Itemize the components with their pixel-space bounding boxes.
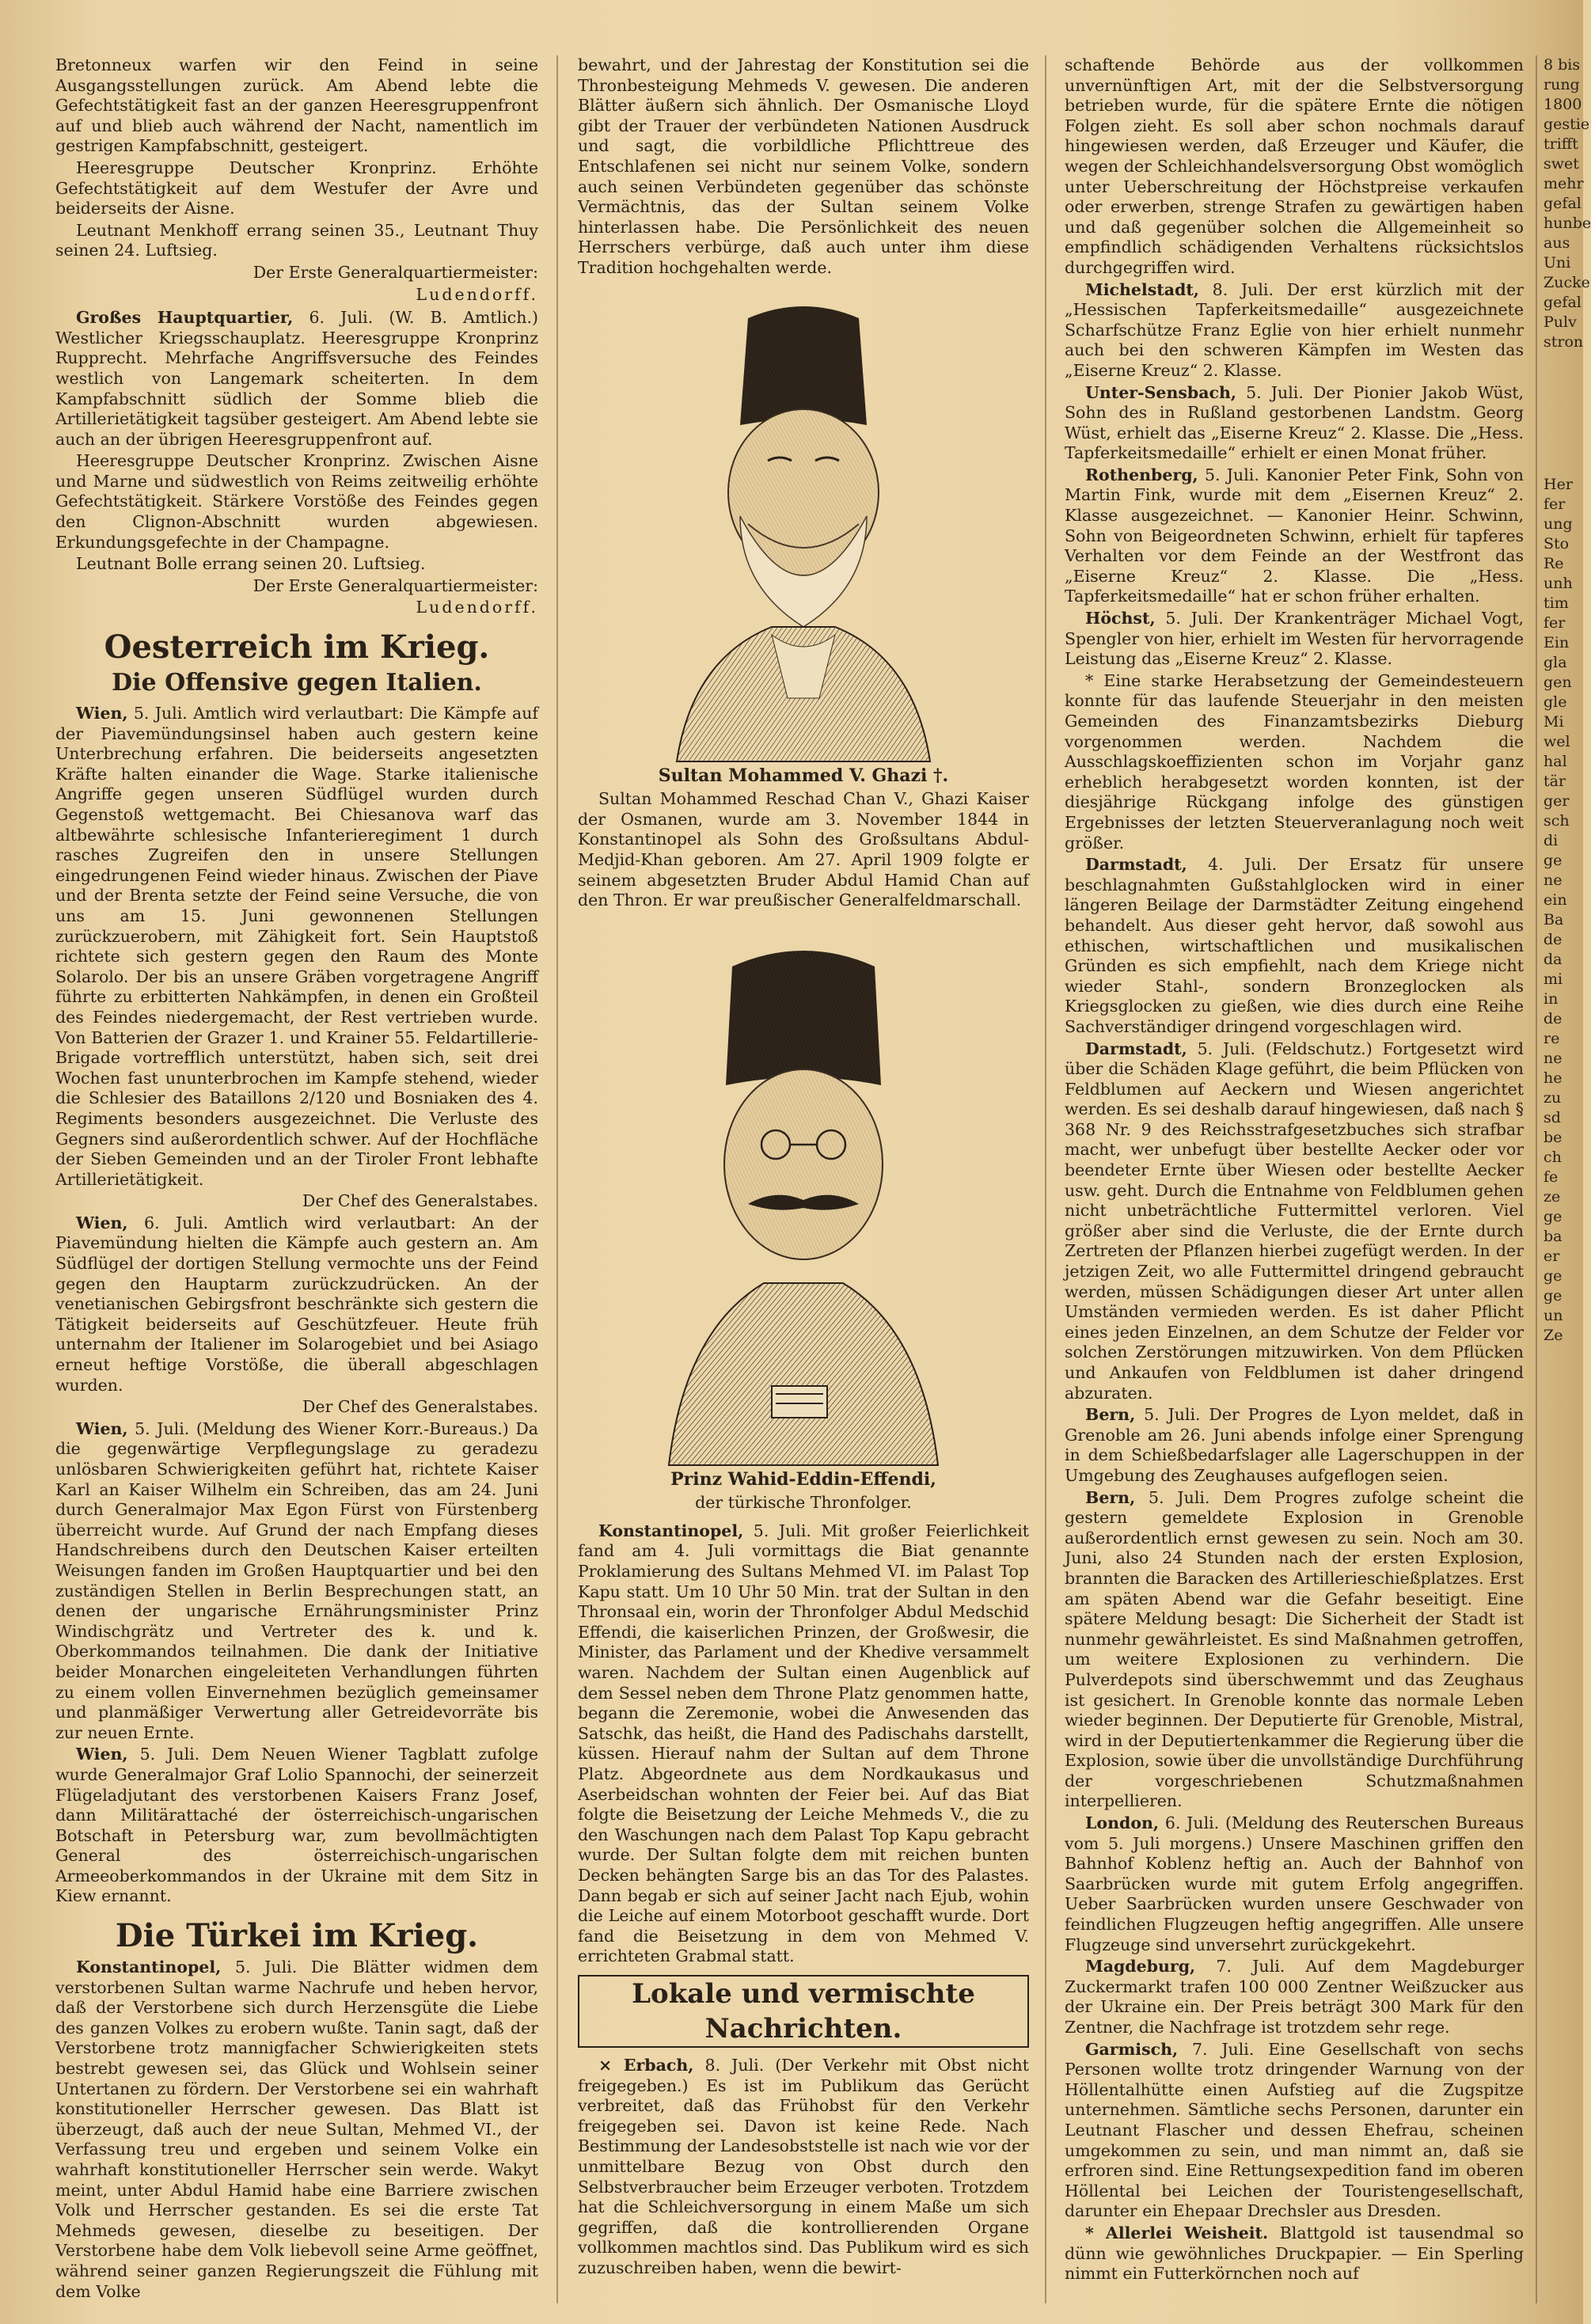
article-text: 5. Juli. (Meldung des Wiener Korr.-Bureaus.) Da die gegenwärtige Verpflegungslage zu geradezu unlösbaren Schwierigkeiten geführt hat, richtete Kaiser Karl an Kaiser Wilhelm ein Schreiben, das am 24. Juni durch Generalmajor Max Egon Fürst von Fürstenberg überreicht wurde. Auf Grund der nach Empfang dieses Handschreibens durch den Deutschen Kaiser erteilten Weisungen fanden im Großen Hauptquartier und bei den zuständigen Stellen in Berlin Besprechungen statt, an denen der ungarische Ernährungsminister Prinz Windischgrätz und Vertreter des k. und k. Oberkommandos teilnahmen. Die dank der Initiative beider Monarchen eingeleiteten Verhandlungen führten zu einem vollen Einvernehmen bezüglich gemeinsamer und planmäßiger Verwertung aller Getreidevorräte bis zur neuen Ernte. [55, 1418, 538, 1742]
article-text: Blattgold ist tausendmal so dünn wie gewöhnliches Druckpapier. — Ein Sperling nimmt ein Futterkörnchen noch auf [1065, 2223, 1524, 2284]
column-1 [55, 55, 538, 2311]
article-text: 5. Juli. Dem Progres zufolge scheint die gestern gemeldete Explosion in Grenoble außerordentlich ernst gewesen zu sein. Noch am 30. Juni, also 24 Stunden nach der ersten Explosion, brannten die Baracken des Artillerieschießplatzes. Erst am späten Abend war die Gefahr beseitigt. Eine spätere Meldung besagt: Die Sicherheit der Stadt ist nunmehr gewährleistet. Es sind Maßnahmen getroffen, um weitere Explosionen zu verhindern. Die Pulverdepots sind überschwemmt und das Zeughaus ist gesichert. In Grenoble konnte das normale Leben wieder beginnen. Der Deputierte für Grenoble, Mistral, wird in der Deputiertenkammer die Regierung über die Explosion, sowie über die unvollständige Durchführung der vorgeschriebenen Schutzmaßnahmen interpellieren. [1065, 1487, 1524, 1811]
column-rule [1536, 55, 1537, 2303]
article-text: 6. Juli. Amtlich wird verlautbart: An der Piavemündung hielten die Kämpfe auch gestern an. Am Südflügel der dortigen Stellung vermochte uns der Feind gegen den Hauptarm zurückzudrücken. An der venetianischen Gebirgsfront beschränkte sich gestern die Tätigkeit beiderseits auf Geschützfeuer. Heute früh unternahm der Italiener im Solarogebiet und bei Asiago erneut heftige Vorstöße, die überall abgeschlagen wurden. [55, 1213, 538, 1395]
cutoff-line: he [1544, 1069, 1563, 1087]
cutoff-line: da [1544, 951, 1563, 968]
cutoff-line: ge [1544, 1208, 1563, 1225]
cutoff-line: mehr [1544, 175, 1584, 192]
dateline: Magdeburg, [1085, 1957, 1196, 1977]
cutoff-line: ne [1544, 1050, 1563, 1067]
portrait-caption: Prinz Wahid-Eddin-Effendi, [670, 1468, 936, 1490]
cutoff-line: ch [1544, 1149, 1562, 1166]
dateline: Großes Hauptquartier, [76, 308, 294, 328]
cutoff-line: fer [1544, 614, 1566, 632]
dateline: Wien, [76, 1213, 128, 1232]
cutoff-line: ein [1544, 891, 1567, 909]
dateline: Höchst, [1085, 609, 1156, 628]
cutoff-line: hal [1544, 753, 1567, 770]
cutoff-line: de [1544, 1010, 1563, 1027]
cutoff-line: ung [1544, 515, 1573, 533]
dateline: Garmisch, [1085, 2039, 1179, 2059]
article-text: 8. Juli. Der erst kürzlich mit der „Hessischen Tapferkeitsmedaille“ ausgezeichnete Scharfschütze Franz Eglie von hier erhielt nunmehr auch bei den schweren Kämpfen im Westen das „Eiserne Kreuz“ 2. Klasse. [1065, 279, 1524, 380]
cutoff-line: ge [1544, 1287, 1563, 1304]
article-text: 5. Juli. (Feldschutz.) Fortgesetzt wird über die Schäden Klage geführt, die beim Pflücken von Feldblumen auf Aeckern und Wiesen angerichtet werden. Es sei deshalb darauf hingewiesen, daß nach § 368 Nr. 9 des Reichsstrafgesetzbuches sich strafbar macht, wer unbefugt über bestellte Aecker oder vor beendeter Ernte über Wiesen oder bestellte Aecker usw. geht. Durch die Entnahme von Feldblumen gehen nicht unbeträchtliche Futtermittel verloren. Viel größer aber sind die Verluste, die der Ernte durch Zertreten der Pflanzen hierbei zugefügt werden. In der jetzigen Zeit, wo alle Futtermittel dringend gebraucht werden, müssen Schädigungen dieser Art unter allen Umständen vermieden werden. Es ist daher Pflicht eines jeden Einzelnen, an dem Schutze der Felder vor solchen Zerstörungen mitzuwirken. Von dem Pflücken und Ankaufen von Feldblumen ist daher dringend abzuraten. [1065, 1039, 1524, 1403]
cutoff-line: Re [1544, 555, 1564, 572]
cutoff-line: ger [1544, 792, 1570, 810]
dateline: Unter-Sensbach, [1085, 382, 1237, 402]
portrait-caption-sub: der türkische Thronfolger. [695, 1493, 912, 1513]
cutoff-line: sd [1544, 1109, 1561, 1126]
cutoff-line: tim [1544, 594, 1569, 612]
cutoff-line: gefal [1544, 195, 1582, 212]
cutoff-line: ba [1544, 1228, 1563, 1245]
article-text: 5. Juli. Mit großer Feierlichkeit fand am 4. Juli vormittags die Biat genannte Proklamierung des Sultans Mehmed VI. im Palast Top Kapu statt. Um 10 Uhr 50 Min. trat der Sultan in den Thronsaal ein, worin der Thronfolger Abdul Medschid Effendi, die kaiserlichen Prinzen, der Großwesir, die Minister, das Parlament und der Khedive versammelt waren. Nachdem der Sultan einen Augenblick auf dem Sessel neben dem Throne Platz genommen hatte, begann die Zeremonie, wobei die Anwesenden das Satschk, das heißt, die Hand des Padischahs darstellt, küssen. Hierauf nahm der Sultan auf dem Throne Platz. Abgeordnete aus dem Nordkaukasus und Aserbeidschan wohnten der Feier bei. Auf das Biat folgte die Beisetzung der Leiche Mehmeds V., die zu den Waschungen nach dem Palast Top Kapu gebracht wurde. Der Sultan folgte dem mit reichen bunten Decken behängten Sarge bis an das Tor des Palastes. Dann begab er sich auf seiner Jacht nach Ejub, wohin die Leiche auf einem Motorboot geschafft wurde. Dort fand die Beisetzung in dem von Mehmed V. errichteten Grabmal statt. [578, 1521, 1029, 1966]
dateline: Darmstadt, [1085, 855, 1187, 875]
cutoff-line: Her [1544, 476, 1573, 493]
article-text: Bretonneux warfen wir den Feind in seine Ausgangsstellungen zurück. Am Abend lebte die Gefechtstätigkeit fast an der ganzen Heeresgruppenfront auf und blieb auch während der Nacht, namentlich im gestrigen Kampfabschnitt, gesteigert. [55, 55, 538, 156]
cutoff-line: Zucke [1544, 274, 1590, 291]
column-rule [1045, 55, 1046, 2303]
article-text: Heeresgruppe Deutscher Kronprinz. Erhöhte Gefechtstätigkeit auf dem Westufer der Avre und beiderseits der Aisne. [55, 158, 538, 218]
dateline: Konstantinopel, [76, 1958, 222, 1977]
column-2 [578, 55, 1029, 2311]
dateline: Bern, [1085, 1487, 1136, 1507]
dateline: Wien, [76, 1418, 128, 1438]
signature-title: Der Chef des Generalstabes. [302, 1397, 538, 1417]
article-text: Heeresgruppe Deutscher Kronprinz. Zwischen Aisne und Marne und südwestlich von Reims zeitweilig erhöhte Gefechtstätigkeit. Stärkere Vorstöße des Feindes gegen den Clignon-Abschnitt wurden abgewiesen. Erkundungsgefechte in der Champagne. [55, 451, 538, 552]
cutoff-line: mi [1544, 970, 1563, 988]
article-text: 6. Juli. (W. B. Amtlich.) Westlicher Kriegsschauplatz. Heeresgruppe Kronprinz Rupprecht. Mehrfache Angriffsversuche des Feindes westlich von Langemark scheiterten. In dem Kampfabschnitt südlich der Somme blieb die Artillerietätigkeit tagsüber gesteigert. Am Abend lebte sie auch an der übrigen Heeresgruppenfront auf. [55, 308, 538, 449]
dateline: Wien, [76, 704, 128, 723]
cutoff-line: ne [1544, 872, 1563, 889]
dateline: Bern, [1085, 1405, 1136, 1425]
portrait-prince-figure [578, 919, 1029, 1465]
signature-name: Ludendorff. [416, 598, 538, 617]
article-text: 5. Juli. Die Blätter widmen dem verstorbenen Sultan warme Nachrufe und heben hervor, daß der Verstorbene sich durch Herzensgüte die Liebe des ganzen Volkes zu erobern wußte. Tanin sagt, daß der Verstorbene trotz mannigfacher Schwierigkeiten stets bestrebt gewesen sei, das Glück und Wohlsein seiner Untertanen zu fördern. Der Verstorbene sei ein wahrhaft konstitutioneller Herrscher gewesen. Das Blatt ist überzeugt, daß auch der neue Sultan, Mehmed VI., der Verfassung treu und ergeben und seinem Volke ein wahrhaft konstitutioneller Herrscher sein werde. Wakyt meint, unter Abdul Hamid habe eine Barriere zwischen Volk und Herrscher gestanden. Es sei die erste Tat Mehmeds gewesen, dieselbe zu beseitigen. Der Verstorbene habe dem Volk liebevoll seine Arme geöffnet, während seiner ganzen Regierungszeit die Fühlung mit dem Volke [55, 1958, 538, 2301]
cutoff-line: in [1544, 990, 1559, 1008]
cutoff-line: 1800 [1544, 96, 1582, 113]
signature-name: Ludendorff. [416, 284, 538, 304]
section-heading: Die Türkei im Krieg. [115, 1917, 479, 1955]
cutoff-line: er [1544, 1247, 1560, 1265]
portrait-sultan-figure [578, 287, 1029, 761]
cutoff-line: tär [1544, 773, 1566, 790]
cutoff-line: di [1544, 832, 1559, 849]
cutoff-line [1544, 412, 1583, 431]
column-4-cutoff [1544, 55, 1591, 2311]
cutoff-line: hunbe [1544, 215, 1591, 232]
cutoff-line: Pulv [1544, 313, 1577, 331]
dateline: Wien, [76, 1745, 128, 1764]
cutoff-line: be [1544, 1129, 1563, 1146]
cutoff-line: wel [1544, 733, 1570, 750]
portrait-caption: Sultan Mohammed V. Ghazi †. [658, 765, 949, 786]
article-text: bewahrt, und der Jahrestag der Konstitution sei die Thronbesteigung Mehmeds V. gewesen. Die anderen Blätter äußern sich ähnlich. Der Osmanische Lloyd gibt der Trauer der verbündeten Nationen Ausdruck und sagt, die vorbildliche Pflichttreue des Entschlafenen sei nicht nur seinem Volke, sondern auch seinen Verbündeten gegenüber das schönste Vermächtnis, das der Sultan seinem Volke hinterlassen habe. Die Persönlichkeit des neuen Herrschers verbürge, daß auch unter ihm diese Tradition hochgehalten werde. [578, 55, 1029, 277]
article-text: 7. Juli. Auf dem Magdeburger Zuckermarkt trafen 100 000 Zentner Weißzucker aus der Ukraine ein. Der Preis beträgt 300 Mark für den Zentner, die Nachfrage ist trotzdem sehr rege. [1065, 1957, 1524, 2037]
cutoff-line: unh [1544, 575, 1573, 592]
article-text: Leutnant Menkhoff errang seinen 35., Leutnant Thuy seinen 24. Luftsieg. [55, 220, 538, 260]
article-text: Sultan Mohammed Reschad Chan V., Ghazi Kaiser der Osmanen, wurde am 3. November 1844 in Konstantinopel als Sohn des Großsultans Abdul-Medjid-Khan geboren. Am 27. April 1909 folgte er seinem abgesetzten Bruder Abdul Hamid Chan auf den Thron. Er war preußischer Generalfeldmarschall. [578, 789, 1029, 910]
article-text: Leutnant Bolle errang seinen 20. Luftsieg. [76, 554, 426, 574]
cutoff-line: Sto [1544, 535, 1570, 553]
cutoff-line: stron [1544, 333, 1584, 351]
dateline: Rothenberg, [1085, 465, 1198, 484]
article-text: * Eine starke Herabsetzung der Gemeindesteuern konnte für das laufende Steuerjahr in den meisten Gemeinden des Finanzamtsbezirks Dieburg vorgenommen werden. Nachdem die Ausschlagskoeffizienten schon im Vorjahr ganz erheblich herabgesetzt worden konnten, ist der diesjährige Rückgang infolge des günstigen Ergebnisses der letzten Steuerveranlagung noch weit größer. [1065, 670, 1524, 853]
cutoff-line: aus [1544, 234, 1570, 252]
cutoff-line: 8 bis [1544, 56, 1581, 74]
cutoff-line: Mi [1544, 713, 1564, 731]
cutoff-line: Uni [1544, 254, 1571, 272]
signature-title: Der Erste Generalquartiermeister: [253, 262, 538, 282]
cutoff-line: ze [1544, 1188, 1561, 1206]
dateline: Darmstadt, [1085, 1039, 1187, 1058]
cutoff-line [1544, 352, 1583, 372]
cutoff-line: zu [1544, 1089, 1562, 1107]
cutoff-line: re [1544, 1030, 1560, 1047]
article-text: schaftende Behörde aus der vollkommen unvernünftigen Art, mit der die Selbstversorgung betrieben wurde, für die spätere Ernte die nötigen Folgen zieht. Es soll aber schon nochmals darauf hingewiesen werden, daß Erzeuger und Käufer, die wegen der Schleichhandelsversorgung Obst womöglich unter Ueberschreitung der Höchstpreise verkaufen oder erwerben, strenge Strafen zu gewärtigen haben und daß gegenüber solchen die Allgemeinheit so empfindlich schädigenden Verhaltens rücksichtslos durchgegriffen wird. [1065, 55, 1524, 277]
cutoff-line: rung [1544, 76, 1580, 93]
article-text: 6. Juli. (Meldung des Reuterschen Bureaus vom 5. Juli morgens.) Unsere Maschinen griffen den Bahnhof Koblenz heftig an. Auch der Bahnhof von Saarbrücken wurde mit gutem Erfolg angegriffen. Ueber Saarbrücken wurden unsere Geschwader von feindlichen Flugzeugen heftig angegriffen. Alle unsere Flugzeuge sind unversehrt zurückgekehrt. [1065, 1813, 1524, 1954]
cutoff-line [1544, 392, 1583, 412]
cutoff-line: ge [1544, 1267, 1563, 1285]
article-text: 5. Juli. Der Pionier Jakob Wüst, Sohn des in Rußland gestorbenen Landstm. Georg Wüst, erhielt das „Eiserne Kreuz“ 2. Klasse. Die „Hess. Tapferkeitsmedaille“ erhielt er einen Monat früher. [1065, 382, 1524, 463]
signature-title: Der Erste Generalquartiermeister: [253, 575, 538, 595]
article-text: 5. Juli. Der Progres de Lyon meldet, daß in Grenoble am 26. Juni abends infolge einer Sprengung in dem Schießbedarfslager alle Lagerschuppen in der Umgebung des Zeughauses aufgeflogen seien. [1065, 1405, 1524, 1485]
article-text: 5. Juli. Der Krankenträger Michael Vogt, Spengler von hier, erhielt im Westen für hervorragende Leistung das „Eiserne Kreuz“ 2. Klasse. [1065, 609, 1524, 669]
cutoff-line: fe [1544, 1168, 1559, 1186]
column-rule [556, 55, 558, 2303]
dateline: Michelstadt, [1085, 279, 1199, 299]
cutoff-line: ge [1544, 852, 1563, 869]
column-3 [1065, 55, 1524, 2311]
cutoff-line: gen [1544, 674, 1572, 691]
cutoff-line: Ze [1544, 1327, 1563, 1344]
cutoff-line: gefal [1544, 294, 1582, 311]
dateline: London, [1085, 1813, 1160, 1833]
section-subheading: Die Offensive gegen Italien. [112, 669, 482, 697]
article-text: 5. Juli. Amtlich wird verlautbart: Die Kämpfe auf der Piavemündungsinsel haben auch gestern keine Unterbrechung erfahren. Die beiderseits angesetzten Kräfte halten einander die Wage. Starke italienische Angriffe gegen unseren Südflügel wurden durch Gegenstoß wettgemacht. Bei Chiesanova warf das altbewährte schlesische Infanterieregiment 1 durch rasches Zugreifen den in unsere Stellungen eingedrungenen Feind wieder hinaus. Zwischen der Piave und der Brenta setzte der Feind seine Versuche, die von uns am 15. Juni gewonnenen Stellungen zurückzuerobern, mit Zähigkeit fort. Sein Hauptstoß richtete sich gestern gegen den Raum des Monte Solarolo. Der bis an unsere Gräben vorgetragene Angriff führte zu erbitterten Nahkämpfen, in denen ein Großteil des Feindes niedergemacht, der Rest vertrieben wurde. Von Batterien der Grazer 1. und Krainer 55. Feldartillerie-Brigade vortrefflich unterstützt, haben sich, seit drei Wochen fast ununterbrochen im Kampfe stehend, wieder die Schlesier des Bataillons 2/120 und Bosniaken des 4. Regiments besonders ausgezeichnet. Die Verluste des Gegners sind außerordentlich schwer. Auf der Hochfläche der Sieben Gemeinden und an der Tiroler Front lebhafte Artillerietätigkeit. [55, 704, 538, 1189]
cutoff-line: un [1544, 1307, 1563, 1324]
cutoff-line [1544, 431, 1583, 451]
section-heading: Oesterreich im Krieg. [104, 628, 490, 666]
article-text: 4. Juli. Der Ersatz für unsere beschlagnahmten Gußstahlglocken wird in einer längeren Beilage der Darmstädter Zeitung eingehend behandelt. Aus dieser geht hervor, daß sowohl aus ethischen, wirtschaftlichen und musikalischen Gründen es sich empfiehlt, nach dem Kriege nicht wieder Stahl-, sondern Bronzeglocken als Kriegsglocken zu gießen, wie dies durch eine Reihe Sachverständiger dringend vorgeschlagen wird. [1065, 855, 1524, 1036]
cutoff-line: sch [1544, 812, 1570, 830]
portrait-engraving-icon [629, 919, 978, 1465]
cutoff-line: swet [1544, 155, 1579, 173]
article-text: 7. Juli. Eine Gesellschaft von sechs Personen wollte trotz dringender Warnung von der Höllentalhütte einen Aufstieg auf die Zugspitze unternehmen. Sämtliche sechs Personen, darunter ein Leutnant Flascher und dessen Ehefrau, scheinen umgekommen zu sein, und man nimmt an, daß sie erfroren sind. Eine Rettungsexpedition fand im oberen Höllental bei Leichen der Touristengesellschaft, darunter ein Ehepaar Drechsler aus Dresden. [1065, 2039, 1524, 2221]
cutoff-line: de [1544, 931, 1563, 948]
cutoff-line: trifft [1544, 135, 1578, 153]
cutoff-line: Ba [1544, 911, 1564, 928]
portrait-engraving-icon [629, 287, 978, 761]
signature-title: Der Chef des Generalstabes. [302, 1191, 538, 1211]
article-text: 5. Juli. Dem Neuen Wiener Tagblatt zufolge wurde Generalmajor Graf Lolio Spannochi, der seinerzeit Flügeladjutant des verstorbenen Kaisers Franz Josef, dann Militärattaché der österreichisch-ungarischen Botschaft in Petersburg war, zum bevollmächtigten General des österreichisch-ungarischen Armeeoberkommandos in der Ukraine mit dem Sitz in Kiew ernannt. [55, 1745, 538, 1906]
dateline: × Erbach, [598, 2055, 694, 2075]
cutoff-line: fer [1544, 496, 1566, 513]
article-text: 5. Juli. Kanonier Peter Fink, Sohn von Martin Fink, wurde mit dem „Eisernen Kreuz“ 2. Klasse ausgezeichnet. — Kanonier Heinr. Schwinn, Sohn von Beigeordneten Schwinn, erhielt für tapferes Verhalten vor dem Feinde an der Westfront das „Eiserne Kreuz“ 2. Klasse. Die „Hess. Tapferkeitsmedaille“ hat er schon früher erhalten. [1065, 465, 1524, 606]
cutoff-line: Ein [1544, 634, 1570, 651]
cutoff-line: gestie [1544, 116, 1590, 133]
section-heading: Lokale und vermischte Nachrichten. [578, 1975, 1029, 2048]
dateline: Konstantinopel, [598, 1521, 744, 1540]
dateline: * Allerlei Weisheit. [1085, 2223, 1269, 2242]
cutoff-line: gle [1544, 693, 1567, 711]
article-text: 8. Juli. (Der Verkehr mit Obst nicht freigegeben.) Es ist im Publikum das Gerücht verbreitet, daß das Frühobst für den Verkehr freigegeben sei. Davon ist keine Rede. Nach Bestimmung der Landesobststelle ist nach wie vor der unmittelbare Bezug von Obst durch den Selbstverbraucher beim Erzeuger verboten. Trotzdem hat die Schleichversorgung in einem Maße um sich gegriffen, daß die kontrollierenden Organe vollkommen machtlos sind. Das Publikum wird es sich zuzuschreiben haben, wenn die bewirt- [578, 2055, 1029, 2277]
cutoff-line: gla [1544, 654, 1567, 671]
cutoff-line [1544, 372, 1583, 392]
